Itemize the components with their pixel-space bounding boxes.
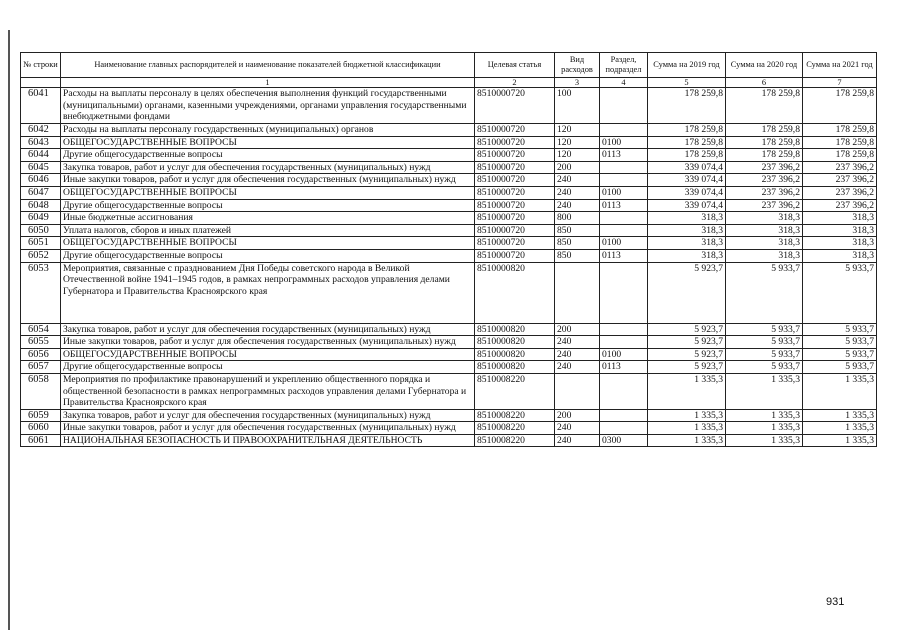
cell-sum-2021: 5 933,7 bbox=[803, 262, 877, 323]
header-num-6: 6 bbox=[726, 78, 803, 88]
table-row bbox=[21, 422, 877, 435]
cell-sum-2021: 178 259,8 bbox=[803, 88, 877, 124]
cell-section bbox=[600, 161, 648, 174]
cell-sum-2021: 5 933,7 bbox=[803, 348, 877, 361]
cell-kind: 240 bbox=[555, 348, 600, 361]
cell-section bbox=[600, 124, 648, 137]
cell-sum-2019: 5 923,7 bbox=[648, 262, 726, 323]
cell-sum-2021: 318,3 bbox=[803, 237, 877, 250]
cell-sum-2020: 5 933,7 bbox=[726, 323, 803, 336]
header-sum-2021: Сумма на 2021 год bbox=[803, 53, 877, 78]
page-number: 931 bbox=[826, 596, 845, 608]
cell-section bbox=[600, 422, 648, 435]
cell-name: Другие общегосударственные вопросы bbox=[61, 361, 475, 374]
cell-target: 8510000720 bbox=[475, 149, 555, 162]
cell-sum-2021: 237 396,2 bbox=[803, 199, 877, 212]
header-sum-2020: Сумма на 2020 год bbox=[726, 53, 803, 78]
cell-kind: 240 bbox=[555, 336, 600, 349]
cell-kind: 240 bbox=[555, 434, 600, 447]
cell-name: Закупка товаров, работ и услуг для обеспечения государственных (муниципальных) нужд bbox=[61, 161, 475, 174]
cell-sum-2020: 178 259,8 bbox=[726, 149, 803, 162]
cell-target: 8510000820 bbox=[475, 323, 555, 336]
cell-target: 8510008220 bbox=[475, 434, 555, 447]
cell-row-no: 6043 bbox=[21, 136, 61, 149]
cell-sum-2021: 5 933,7 bbox=[803, 361, 877, 374]
header-name: Наименование главных распорядителей и наименование показателей бюджетной классификации bbox=[61, 53, 475, 78]
cell-sum-2021: 1 335,3 bbox=[803, 373, 877, 409]
cell-sum-2019: 339 074,4 bbox=[648, 161, 726, 174]
cell-section bbox=[600, 409, 648, 422]
cell-kind: 120 bbox=[555, 149, 600, 162]
cell-sum-2021: 1 335,3 bbox=[803, 409, 877, 422]
cell-section bbox=[600, 373, 648, 409]
table-row bbox=[21, 124, 877, 137]
cell-sum-2021: 178 259,8 bbox=[803, 136, 877, 149]
cell-target: 8510000720 bbox=[475, 124, 555, 137]
cell-row-no: 6049 bbox=[21, 212, 61, 225]
binding-edge-line bbox=[8, 30, 10, 630]
cell-row-no: 6060 bbox=[21, 422, 61, 435]
cell-sum-2021: 237 396,2 bbox=[803, 161, 877, 174]
cell-section bbox=[600, 336, 648, 349]
cell-sum-2019: 339 074,4 bbox=[648, 186, 726, 199]
cell-sum-2021: 1 335,3 bbox=[803, 434, 877, 447]
header-num-3: 3 bbox=[555, 78, 600, 88]
cell-sum-2020: 318,3 bbox=[726, 237, 803, 250]
cell-target: 8510000820 bbox=[475, 361, 555, 374]
cell-kind: 850 bbox=[555, 237, 600, 250]
cell-section bbox=[600, 88, 648, 124]
cell-sum-2020: 178 259,8 bbox=[726, 136, 803, 149]
cell-kind: 120 bbox=[555, 124, 600, 137]
cell-section: 0113 bbox=[600, 149, 648, 162]
cell-kind: 850 bbox=[555, 249, 600, 262]
table-row bbox=[21, 237, 877, 250]
cell-kind: 100 bbox=[555, 88, 600, 124]
cell-name: Закупка товаров, работ и услуг для обеспечения государственных (муниципальных) нужд bbox=[61, 323, 475, 336]
header-sum-2019: Сумма на 2019 год bbox=[648, 53, 726, 78]
cell-sum-2021: 318,3 bbox=[803, 212, 877, 225]
cell-target: 8510000820 bbox=[475, 262, 555, 323]
cell-sum-2019: 178 259,8 bbox=[648, 136, 726, 149]
table-row bbox=[21, 348, 877, 361]
cell-name: Расходы на выплаты персоналу в целях обеспечения выполнения функций государственными (муниципальными) органами, казенными учреждениями, органами управления государственными внебюджетными фондами bbox=[61, 88, 475, 124]
cell-sum-2020: 5 933,7 bbox=[726, 262, 803, 323]
header-num-blank bbox=[21, 78, 61, 88]
cell-target: 8510000720 bbox=[475, 174, 555, 187]
cell-sum-2019: 339 074,4 bbox=[648, 174, 726, 187]
cell-sum-2019: 1 335,3 bbox=[648, 422, 726, 435]
cell-sum-2021: 237 396,2 bbox=[803, 186, 877, 199]
cell-kind: 240 bbox=[555, 422, 600, 435]
cell-sum-2019: 339 074,4 bbox=[648, 199, 726, 212]
cell-kind bbox=[555, 262, 600, 323]
cell-kind: 240 bbox=[555, 199, 600, 212]
cell-target: 8510000720 bbox=[475, 249, 555, 262]
cell-name: Иные закупки товаров, работ и услуг для обеспечения государственных (муниципальных) нужд bbox=[61, 336, 475, 349]
cell-sum-2020: 178 259,8 bbox=[726, 88, 803, 124]
header-num-2: 2 bbox=[475, 78, 555, 88]
cell-row-no: 6051 bbox=[21, 237, 61, 250]
cell-row-no: 6053 bbox=[21, 262, 61, 323]
cell-sum-2019: 5 923,7 bbox=[648, 348, 726, 361]
cell-name: Иные бюджетные ассигнования bbox=[61, 212, 475, 225]
cell-name: ОБЩЕГОСУДАРСТВЕННЫЕ ВОПРОСЫ bbox=[61, 348, 475, 361]
header-num-4: 4 bbox=[600, 78, 648, 88]
cell-sum-2021: 5 933,7 bbox=[803, 323, 877, 336]
cell-target: 8510000720 bbox=[475, 237, 555, 250]
cell-target: 8510000720 bbox=[475, 186, 555, 199]
cell-sum-2019: 318,3 bbox=[648, 249, 726, 262]
cell-row-no: 6056 bbox=[21, 348, 61, 361]
cell-sum-2021: 5 933,7 bbox=[803, 336, 877, 349]
budget-table bbox=[20, 52, 877, 447]
cell-sum-2020: 318,3 bbox=[726, 249, 803, 262]
table-row bbox=[21, 136, 877, 149]
cell-name: Иные закупки товаров, работ и услуг для обеспечения государственных (муниципальных) нужд bbox=[61, 422, 475, 435]
cell-kind: 200 bbox=[555, 161, 600, 174]
table-row bbox=[21, 224, 877, 237]
table-row bbox=[21, 336, 877, 349]
cell-kind: 850 bbox=[555, 224, 600, 237]
cell-row-no: 6050 bbox=[21, 224, 61, 237]
table-row bbox=[21, 262, 877, 323]
cell-row-no: 6042 bbox=[21, 124, 61, 137]
cell-section bbox=[600, 262, 648, 323]
cell-target: 8510000720 bbox=[475, 224, 555, 237]
cell-target: 8510008220 bbox=[475, 422, 555, 435]
cell-target: 8510008220 bbox=[475, 409, 555, 422]
table-row bbox=[21, 373, 877, 409]
cell-name: ОБЩЕГОСУДАРСТВЕННЫЕ ВОПРОСЫ bbox=[61, 237, 475, 250]
cell-sum-2020: 5 933,7 bbox=[726, 336, 803, 349]
cell-section: 0113 bbox=[600, 361, 648, 374]
cell-sum-2020: 1 335,3 bbox=[726, 409, 803, 422]
header-row-no: № строки bbox=[21, 53, 61, 78]
cell-kind: 240 bbox=[555, 186, 600, 199]
cell-name: Закупка товаров, работ и услуг для обеспечения государственных (муниципальных) нужд bbox=[61, 409, 475, 422]
cell-name: Иные закупки товаров, работ и услуг для обеспечения государственных (муниципальных) нужд bbox=[61, 174, 475, 187]
cell-sum-2021: 318,3 bbox=[803, 224, 877, 237]
cell-sum-2019: 178 259,8 bbox=[648, 149, 726, 162]
header-section: Раздел, подраздел bbox=[600, 53, 648, 78]
cell-row-no: 6046 bbox=[21, 174, 61, 187]
table-row bbox=[21, 149, 877, 162]
cell-row-no: 6045 bbox=[21, 161, 61, 174]
cell-kind: 120 bbox=[555, 136, 600, 149]
cell-sum-2020: 5 933,7 bbox=[726, 348, 803, 361]
header-num-1: 1 bbox=[61, 78, 475, 88]
cell-target: 8510000720 bbox=[475, 199, 555, 212]
cell-row-no: 6041 bbox=[21, 88, 61, 124]
cell-target: 8510000820 bbox=[475, 336, 555, 349]
table-row bbox=[21, 212, 877, 225]
cell-section: 0100 bbox=[600, 348, 648, 361]
cell-name: Другие общегосударственные вопросы bbox=[61, 199, 475, 212]
table-row bbox=[21, 186, 877, 199]
cell-sum-2020: 237 396,2 bbox=[726, 161, 803, 174]
cell-sum-2021: 178 259,8 bbox=[803, 124, 877, 137]
cell-sum-2021: 318,3 bbox=[803, 249, 877, 262]
cell-section: 0300 bbox=[600, 434, 648, 447]
cell-sum-2020: 237 396,2 bbox=[726, 199, 803, 212]
cell-name: Мероприятия по профилактике правонарушений и укреплению общественного порядка и общественной безопасности в рамках непрограммных расходов управления делами Губернатора и Правительства Красноярского края bbox=[61, 373, 475, 409]
cell-row-no: 6061 bbox=[21, 434, 61, 447]
cell-kind: 200 bbox=[555, 323, 600, 336]
cell-sum-2020: 5 933,7 bbox=[726, 361, 803, 374]
table-header bbox=[21, 53, 877, 88]
cell-row-no: 6058 bbox=[21, 373, 61, 409]
cell-kind: 240 bbox=[555, 361, 600, 374]
header-kind: Вид расходов bbox=[555, 53, 600, 78]
cell-row-no: 6048 bbox=[21, 199, 61, 212]
table-row bbox=[21, 161, 877, 174]
cell-row-no: 6059 bbox=[21, 409, 61, 422]
header-num-5: 5 bbox=[648, 78, 726, 88]
cell-sum-2020: 1 335,3 bbox=[726, 434, 803, 447]
cell-sum-2020: 318,3 bbox=[726, 212, 803, 225]
cell-name: Уплата налогов, сборов и иных платежей bbox=[61, 224, 475, 237]
cell-sum-2019: 1 335,3 bbox=[648, 373, 726, 409]
cell-section bbox=[600, 224, 648, 237]
cell-kind bbox=[555, 373, 600, 409]
cell-kind: 800 bbox=[555, 212, 600, 225]
cell-sum-2019: 5 923,7 bbox=[648, 361, 726, 374]
table-body bbox=[21, 88, 877, 447]
cell-row-no: 6047 bbox=[21, 186, 61, 199]
cell-sum-2020: 178 259,8 bbox=[726, 124, 803, 137]
cell-sum-2020: 1 335,3 bbox=[726, 373, 803, 409]
table-row bbox=[21, 361, 877, 374]
header-target: Целевая статья bbox=[475, 53, 555, 78]
cell-sum-2019: 178 259,8 bbox=[648, 124, 726, 137]
cell-sum-2021: 237 396,2 bbox=[803, 174, 877, 187]
cell-sum-2019: 318,3 bbox=[648, 237, 726, 250]
cell-row-no: 6052 bbox=[21, 249, 61, 262]
cell-sum-2019: 5 923,7 bbox=[648, 336, 726, 349]
cell-sum-2019: 318,3 bbox=[648, 224, 726, 237]
cell-target: 8510008220 bbox=[475, 373, 555, 409]
cell-sum-2019: 318,3 bbox=[648, 212, 726, 225]
cell-name: ОБЩЕГОСУДАРСТВЕННЫЕ ВОПРОСЫ bbox=[61, 136, 475, 149]
cell-sum-2019: 1 335,3 bbox=[648, 434, 726, 447]
table-row bbox=[21, 199, 877, 212]
table-row bbox=[21, 409, 877, 422]
cell-sum-2019: 178 259,8 bbox=[648, 88, 726, 124]
header-num-7: 7 bbox=[803, 78, 877, 88]
cell-row-no: 6054 bbox=[21, 323, 61, 336]
cell-sum-2020: 1 335,3 bbox=[726, 422, 803, 435]
cell-row-no: 6044 bbox=[21, 149, 61, 162]
cell-section: 0113 bbox=[600, 249, 648, 262]
cell-sum-2020: 318,3 bbox=[726, 224, 803, 237]
cell-sum-2019: 1 335,3 bbox=[648, 409, 726, 422]
cell-sum-2020: 237 396,2 bbox=[726, 174, 803, 187]
cell-section: 0100 bbox=[600, 136, 648, 149]
cell-sum-2020: 237 396,2 bbox=[726, 186, 803, 199]
cell-target: 8510000720 bbox=[475, 212, 555, 225]
cell-section: 0100 bbox=[600, 237, 648, 250]
cell-sum-2021: 178 259,8 bbox=[803, 149, 877, 162]
cell-name: Расходы на выплаты персоналу государственных (муниципальных) органов bbox=[61, 124, 475, 137]
table-row bbox=[21, 88, 877, 124]
cell-name: Другие общегосударственные вопросы bbox=[61, 149, 475, 162]
cell-row-no: 6055 bbox=[21, 336, 61, 349]
table-row bbox=[21, 434, 877, 447]
cell-section: 0113 bbox=[600, 199, 648, 212]
table-row bbox=[21, 174, 877, 187]
cell-section: 0100 bbox=[600, 186, 648, 199]
cell-section bbox=[600, 212, 648, 225]
cell-section bbox=[600, 174, 648, 187]
cell-section bbox=[600, 323, 648, 336]
table-row bbox=[21, 323, 877, 336]
cell-kind: 240 bbox=[555, 174, 600, 187]
cell-sum-2019: 5 923,7 bbox=[648, 323, 726, 336]
cell-name: НАЦИОНАЛЬНАЯ БЕЗОПАСНОСТЬ И ПРАВООХРАНИТЕЛЬНАЯ ДЕЯТЕЛЬНОСТЬ bbox=[61, 434, 475, 447]
cell-target: 8510000720 bbox=[475, 88, 555, 124]
cell-target: 8510000820 bbox=[475, 348, 555, 361]
cell-row-no: 6057 bbox=[21, 361, 61, 374]
cell-name: Мероприятия, связанные с празднованием Дня Победы советского народа в Великой Отечественной войне 1941–1945 годов, в рамках непрограммных расходов управления делами Губернатора и Правительства Красноярского края bbox=[61, 262, 475, 323]
cell-kind: 200 bbox=[555, 409, 600, 422]
cell-target: 8510000720 bbox=[475, 136, 555, 149]
cell-name: Другие общегосударственные вопросы bbox=[61, 249, 475, 262]
cell-name: ОБЩЕГОСУДАРСТВЕННЫЕ ВОПРОСЫ bbox=[61, 186, 475, 199]
table-row bbox=[21, 249, 877, 262]
cell-target: 8510000720 bbox=[475, 161, 555, 174]
cell-sum-2021: 1 335,3 bbox=[803, 422, 877, 435]
